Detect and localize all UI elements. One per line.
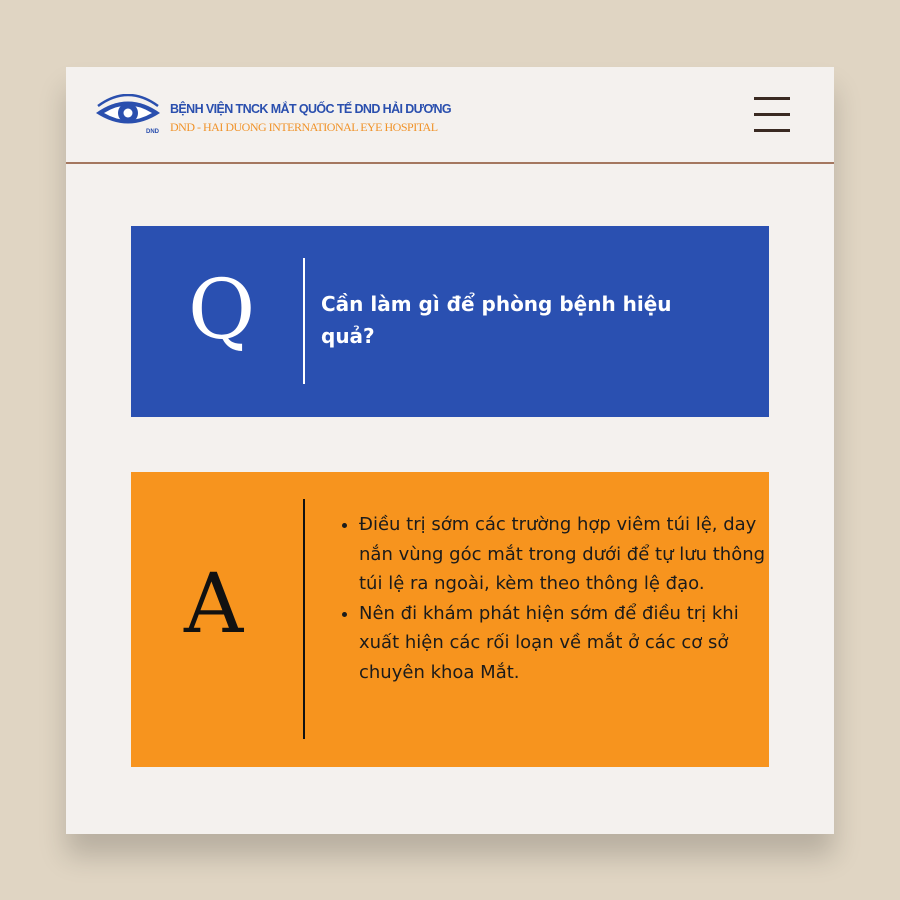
answer-box — [131, 472, 769, 767]
answer-item: • Điều trị sớm các trường hợp viêm túi lệ, day nắn vùng góc mắt trong dưới để tự lưu thông túi lệ ra ngoài, kèm theo thông lệ đạo. — [359, 510, 779, 599]
hamburger-menu-icon[interactable] — [754, 97, 790, 131]
header — [66, 67, 834, 164]
post-card — [66, 67, 834, 834]
logo-title: BỆNH VIỆN TNCK MẮT QUỐC TẾ DND HẢI DƯƠNG — [170, 102, 452, 116]
answer-item: • Nên đi khám phát hiện sớm để điều trị khi xuất hiện các rối loạn về mắt ở các cơ sở chuyên khoa Mắt. — [359, 599, 779, 688]
question-divider — [303, 258, 305, 384]
answer-letter: A — [184, 557, 244, 652]
question-letter: Q — [188, 263, 256, 358]
eye-icon — [94, 94, 162, 136]
logo-subtitle: DND - HAI DUONG INTERNATIONAL EYE HOSPITAL — [170, 120, 438, 134]
question-box — [131, 226, 769, 417]
question-text: Cần làm gì để phòng bệnh hiệu quả? — [321, 292, 672, 348]
answer-divider — [303, 499, 305, 739]
answer-list — [337, 510, 779, 687]
logo-badge: DND — [146, 129, 159, 135]
